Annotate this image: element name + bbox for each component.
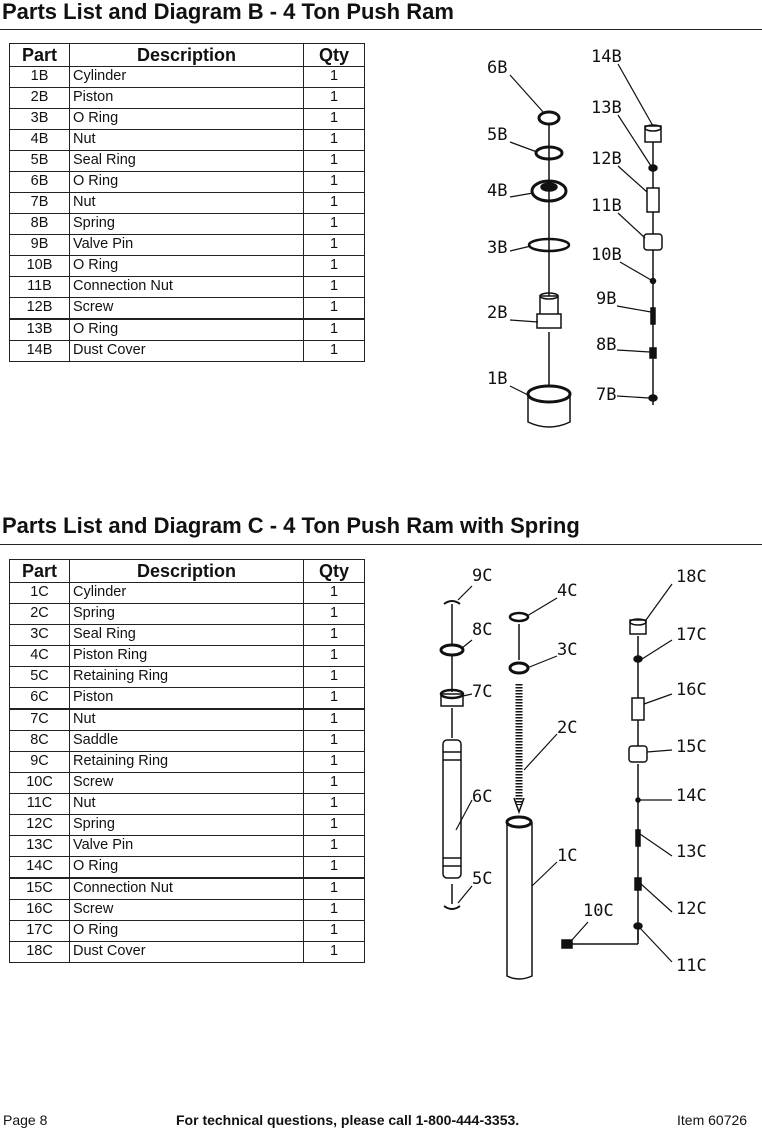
label-18c: 18C <box>676 567 707 587</box>
part-qty: 1 <box>304 752 365 773</box>
part-qty: 1 <box>304 878 365 900</box>
part-number: 3C <box>10 625 70 646</box>
part-qty: 1 <box>304 709 365 731</box>
part-qty: 1 <box>304 319 365 341</box>
label-14b: 14B <box>591 47 622 67</box>
label-17c: 17C <box>676 625 707 645</box>
header-description: Description <box>70 44 304 67</box>
part-number: 4C <box>10 646 70 667</box>
part-number: 13B <box>10 319 70 341</box>
table-row <box>10 688 365 710</box>
table-row <box>10 214 365 235</box>
part-description: O Ring <box>70 109 304 130</box>
part-description: Nut <box>70 193 304 214</box>
part-description: Screw <box>70 773 304 794</box>
part-number: 15C <box>10 878 70 900</box>
part-description: Saddle <box>70 731 304 752</box>
table-row <box>10 709 365 731</box>
part-10c-screw <box>562 940 572 948</box>
table-row <box>10 298 365 320</box>
section-b-title: Parts List and Diagram B - 4 Ton Push Ram <box>2 0 454 24</box>
table-row <box>10 878 365 900</box>
part-number: 11C <box>10 794 70 815</box>
table-row <box>10 130 365 151</box>
part-14c-o-ring <box>636 798 640 802</box>
part-1b-cylinder <box>528 386 570 427</box>
table-row <box>10 836 365 857</box>
part-qty: 1 <box>304 836 365 857</box>
table-row <box>10 256 365 277</box>
part-number: 5B <box>10 151 70 172</box>
part-qty: 1 <box>304 277 365 298</box>
part-description: Cylinder <box>70 67 304 88</box>
table-row <box>10 277 365 298</box>
table-row <box>10 604 365 625</box>
label-15c: 15C <box>676 737 707 757</box>
part-description: O Ring <box>70 172 304 193</box>
table-row <box>10 942 365 963</box>
part-12b-screw <box>647 188 659 212</box>
table-row <box>10 667 365 688</box>
label-11c: 11C <box>676 956 707 976</box>
table-row <box>10 88 365 109</box>
page-number: Page 8 <box>3 1112 48 1128</box>
label-1b: 1B <box>487 369 508 389</box>
part-description: Piston Ring <box>70 646 304 667</box>
table-row <box>10 625 365 646</box>
part-number: 14C <box>10 857 70 879</box>
part-number: 10B <box>10 256 70 277</box>
label-8c: 8C <box>472 620 493 640</box>
part-number: 4B <box>10 130 70 151</box>
part-5c-retaining-ring <box>444 906 460 909</box>
part-18c-dust-cover <box>630 620 646 634</box>
header-description: Description <box>70 560 304 583</box>
part-qty: 1 <box>304 235 365 256</box>
label-4b: 4B <box>487 181 508 201</box>
part-description: Seal Ring <box>70 151 304 172</box>
part-9b-valve-pin <box>651 308 655 324</box>
label-7c: 7C <box>472 682 493 702</box>
part-14b-dust-cover <box>645 126 661 142</box>
part-description: O Ring <box>70 921 304 942</box>
part-description: Spring <box>70 214 304 235</box>
part-qty: 1 <box>304 646 365 667</box>
part-qty: 1 <box>304 688 365 710</box>
part-description: Nut <box>70 130 304 151</box>
table-row <box>10 815 365 836</box>
part-7b-nut <box>649 395 657 401</box>
table-row <box>10 341 365 362</box>
part-17c-o-ring <box>634 656 642 662</box>
table-row <box>10 172 365 193</box>
section-c-rule <box>0 544 762 545</box>
label-13b: 13B <box>591 98 622 118</box>
technical-questions-note: For technical questions, please call 1-800-444-3353. <box>176 1112 520 1128</box>
part-qty: 1 <box>304 857 365 879</box>
part-7c-nut <box>441 690 463 706</box>
part-6b-o-ring <box>539 112 559 124</box>
part-9c-retaining-ring <box>444 601 460 604</box>
part-description: Screw <box>70 900 304 921</box>
part-number: 8B <box>10 214 70 235</box>
part-number: 16C <box>10 900 70 921</box>
part-description: Dust Cover <box>70 942 304 963</box>
part-qty: 1 <box>304 67 365 88</box>
part-qty: 1 <box>304 794 365 815</box>
part-qty: 1 <box>304 942 365 963</box>
label-6b: 6B <box>487 58 508 78</box>
part-number: 5C <box>10 667 70 688</box>
table-row <box>10 583 365 604</box>
label-11b: 11B <box>591 196 622 216</box>
part-12c-spring <box>635 878 641 890</box>
part-number: 12C <box>10 815 70 836</box>
label-2b: 2B <box>487 303 508 323</box>
label-6c: 6C <box>472 787 493 807</box>
header-part: Part <box>10 44 70 67</box>
part-qty: 1 <box>304 298 365 320</box>
part-8b-spring <box>650 348 656 358</box>
part-2b-piston <box>537 293 561 328</box>
part-11b-connection-nut <box>644 234 662 250</box>
part-qty: 1 <box>304 214 365 235</box>
part-description: O Ring <box>70 256 304 277</box>
part-2c-spring <box>514 684 524 812</box>
part-description: Valve Pin <box>70 235 304 256</box>
table-row <box>10 151 365 172</box>
part-qty: 1 <box>304 773 365 794</box>
part-qty: 1 <box>304 604 365 625</box>
part-qty: 1 <box>304 900 365 921</box>
table-row <box>10 67 365 88</box>
label-14c: 14C <box>676 786 707 806</box>
part-number: 3B <box>10 109 70 130</box>
part-qty: 1 <box>304 256 365 277</box>
part-qty: 1 <box>304 667 365 688</box>
part-number: 18C <box>10 942 70 963</box>
exploded-diagram-c <box>430 555 720 985</box>
table-row <box>10 646 365 667</box>
label-16c: 16C <box>676 680 707 700</box>
part-qty: 1 <box>304 109 365 130</box>
part-qty: 1 <box>304 815 365 836</box>
label-12c: 12C <box>676 899 707 919</box>
table-row <box>10 900 365 921</box>
part-number: 17C <box>10 921 70 942</box>
part-description: Screw <box>70 298 304 320</box>
label-7b: 7B <box>596 385 617 405</box>
table-row <box>10 752 365 773</box>
part-15c-connection-nut <box>629 746 647 762</box>
part-6c-piston <box>443 740 461 878</box>
table-header-row <box>10 44 365 67</box>
exploded-diagram-b <box>470 40 690 435</box>
part-number: 7C <box>10 709 70 731</box>
part-description: Valve Pin <box>70 836 304 857</box>
part-13c-valve-pin <box>636 830 640 846</box>
part-qty: 1 <box>304 921 365 942</box>
header-qty: Qty <box>304 44 365 67</box>
label-8b: 8B <box>596 335 617 355</box>
part-qty: 1 <box>304 88 365 109</box>
label-9c: 9C <box>472 566 493 586</box>
part-description: Dust Cover <box>70 341 304 362</box>
part-13b-o-ring <box>649 165 657 171</box>
label-4c: 4C <box>557 581 578 601</box>
part-description: Nut <box>70 709 304 731</box>
part-qty: 1 <box>304 130 365 151</box>
part-description: Retaining Ring <box>70 752 304 773</box>
part-description: Connection Nut <box>70 277 304 298</box>
label-2c: 2C <box>557 718 578 738</box>
header-qty: Qty <box>304 560 365 583</box>
label-10c: 10C <box>583 901 614 921</box>
header-part: Part <box>10 560 70 583</box>
label-10b: 10B <box>591 245 622 265</box>
part-qty: 1 <box>304 341 365 362</box>
table-row <box>10 921 365 942</box>
part-description: Retaining Ring <box>70 667 304 688</box>
table-row <box>10 794 365 815</box>
part-number: 6B <box>10 172 70 193</box>
part-number: 7B <box>10 193 70 214</box>
part-qty: 1 <box>304 583 365 604</box>
part-number: 13C <box>10 836 70 857</box>
label-13c: 13C <box>676 842 707 862</box>
part-number: 2C <box>10 604 70 625</box>
part-description: Piston <box>70 688 304 710</box>
part-3c-seal-ring <box>510 663 528 673</box>
part-qty: 1 <box>304 731 365 752</box>
part-number: 9B <box>10 235 70 256</box>
parts-table-b <box>9 43 365 362</box>
part-description: Spring <box>70 815 304 836</box>
part-qty: 1 <box>304 625 365 646</box>
part-number: 1C <box>10 583 70 604</box>
table-row <box>10 773 365 794</box>
parts-table-c <box>9 559 365 963</box>
part-number: 14B <box>10 341 70 362</box>
table-row <box>10 857 365 879</box>
table-row <box>10 193 365 214</box>
label-5b: 5B <box>487 125 508 145</box>
part-number: 12B <box>10 298 70 320</box>
table-row <box>10 731 365 752</box>
label-12b: 12B <box>591 149 622 169</box>
part-description: Connection Nut <box>70 878 304 900</box>
part-qty: 1 <box>304 172 365 193</box>
part-8c-saddle <box>441 645 463 655</box>
section-b-rule <box>0 29 762 30</box>
part-16c-screw <box>632 698 644 720</box>
table-header-row <box>10 560 365 583</box>
part-description: Piston <box>70 88 304 109</box>
part-description: Cylinder <box>70 583 304 604</box>
part-qty: 1 <box>304 193 365 214</box>
part-description: Seal Ring <box>70 625 304 646</box>
part-number: 6C <box>10 688 70 710</box>
part-description: Nut <box>70 794 304 815</box>
part-description: O Ring <box>70 319 304 341</box>
part-number: 2B <box>10 88 70 109</box>
label-3b: 3B <box>487 238 508 258</box>
part-10b-o-ring <box>651 279 656 284</box>
table-row <box>10 235 365 256</box>
item-number: Item 60726 <box>677 1112 748 1128</box>
part-qty: 1 <box>304 151 365 172</box>
part-number: 8C <box>10 731 70 752</box>
label-9b: 9B <box>596 289 617 309</box>
part-description: Spring <box>70 604 304 625</box>
part-4c-piston-ring <box>510 613 528 621</box>
part-number: 1B <box>10 67 70 88</box>
part-number: 10C <box>10 773 70 794</box>
table-row <box>10 109 365 130</box>
table-row <box>10 319 365 341</box>
part-description: O Ring <box>70 857 304 879</box>
label-1c: 1C <box>557 846 578 866</box>
part-number: 11B <box>10 277 70 298</box>
label-5c: 5C <box>472 869 493 889</box>
part-number: 9C <box>10 752 70 773</box>
label-3c: 3C <box>557 640 578 660</box>
section-c-title: Parts List and Diagram C - 4 Ton Push Ram with Spring <box>2 513 580 538</box>
part-1c-cylinder <box>507 817 532 979</box>
